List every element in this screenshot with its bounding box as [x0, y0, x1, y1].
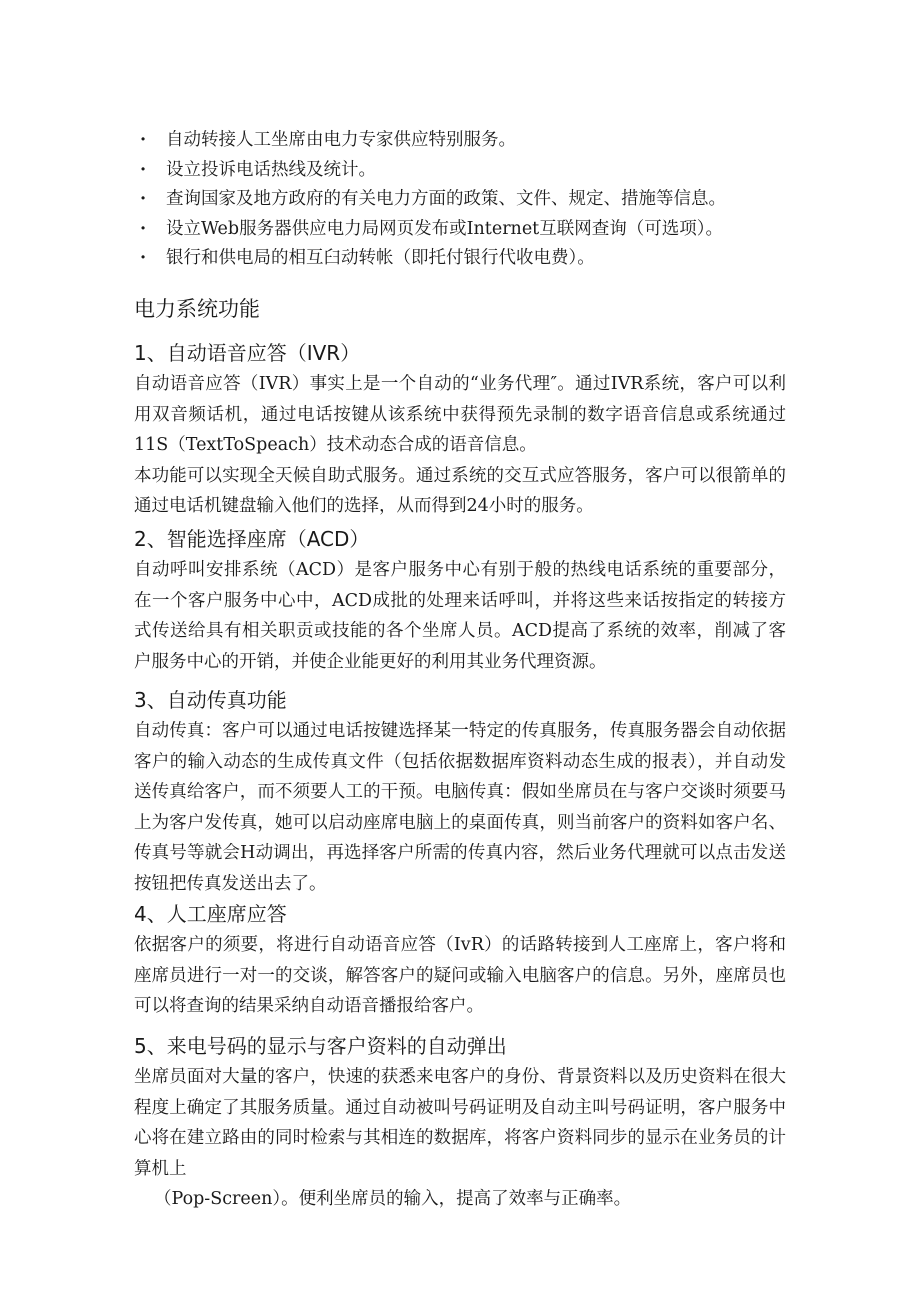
bullet-text: 银行和供电局的相互臼动转帐（即托付银行代收电费）。	[166, 248, 595, 268]
bullet-dot: ·	[140, 159, 147, 180]
section-ivr	[134, 337, 786, 522]
section-paragraph: 本功能可以实现全天候自助式服务。通过系统的交互式应答服务，客户可以很箭单的通过电话机键盘输入他们的选择，从而得到24小时的服务。	[134, 465, 786, 516]
section-paragraph: 自动呼叫安排系统（ACD）是客户服务中心有别于般的热线电话系统的重要部分，在一个客户服务中心中，ACD成批的处理来话呼叫，并将这些来话按指定的转接方式传送给具有相关职贡或技能的各个坐席人员。ACD提高了系统的效率，削减了客户服务中心的开销，并使企业能更好的利用其业务代理资源。	[134, 560, 786, 672]
section-acd	[134, 523, 786, 677]
section-manual-agent	[134, 898, 786, 1022]
section-paragraph: 自动语音应答（IVR）事实上是一个自动的“业务代理″。通过IVR系统，客户可以利用双音频话机，通过电话按键从该系统中获得预先录制的数字语音信息或系统通过11S（TextToSpeach）技术动态合成的语音信息。	[134, 374, 786, 455]
section-paragraph: 依据客户的须要，将进行自动语音应答（IvR）的话路转接到人工座席上，客户将和座席员进行一对一的交谈，解答客户的疑问或输入电脑客户的信息。另外，座席员也可以将查询的结果采纳自动语音播报给客户。	[134, 935, 786, 1016]
bullet-dot: ·	[140, 248, 147, 268]
bullet-item	[138, 215, 838, 245]
section-title: 3、自动传真功能	[134, 688, 287, 712]
bullet-dot: ·	[140, 130, 147, 150]
section-paragraph: 自动传真：客户可以通过电话按键选择某一特定的传真服务，传真服务器会自动依据客户的输入动态的生成传真文件（包括依据数据库资料动态生成的报表），并自动发送传真给客户，而不须要人工的干预。电脑传真：假如坐席员在与客户交谈时须要马上为客户发传真，她可以启动座席电脑上的桌面传真，则当前客户的资料如客户名、传真号等就会H动调出，再选择客户所需的传真内容，然后业务代理就可以点击发送按钮把传真发送出去了。	[134, 721, 786, 894]
section-title: 1、自动语音应答（IVR）	[134, 341, 361, 365]
bullet-item	[138, 156, 838, 186]
section-title: 2、智能选择座席（ACD）	[134, 527, 370, 551]
section-title: 4、人工座席应答	[134, 902, 287, 926]
feature-bullet-list	[138, 126, 838, 274]
section-paragraph: 坐席员面对大量的客户，快速的获悉来电客户的身份、背景资料以及历史资料在很大程度上确定了其服务质量。通过自动被叫号码证明及自动主叫号码证明，客户服务中心将在建立路由的同时检索与其相连的数据库，将客户资料同步的显示在业务员的计算机上	[134, 1067, 786, 1179]
bullet-text: 查询国家及地方政府的有关电力方面的政策、文件、规定、措施等信息。	[166, 189, 726, 209]
bullet-text: 设立Web服务器供应电力局网页发布或Internet互联网查询（可选项）。	[166, 218, 723, 239]
bullet-item	[138, 185, 838, 215]
section-paragraph: （Pop-Screen）。便利坐席员的输入，提高了效率与正确率。	[154, 1189, 632, 1209]
section-heading: 电力系统功能	[134, 297, 260, 321]
bullet-text: 自动转接人工坐席由电力专家供应特别服务。	[166, 130, 516, 150]
section-caller-id-popup	[134, 1030, 786, 1215]
section-fax	[134, 684, 786, 899]
bullet-dot: ·	[140, 189, 147, 209]
bullet-item	[138, 244, 838, 274]
bullet-text: 设立投诉电话热线及统计。	[166, 159, 376, 180]
bullet-dot: ·	[140, 218, 147, 239]
bullet-item	[138, 126, 838, 156]
section-title: 5、来电号码的显示与客户资料的自动弹出	[134, 1034, 507, 1058]
